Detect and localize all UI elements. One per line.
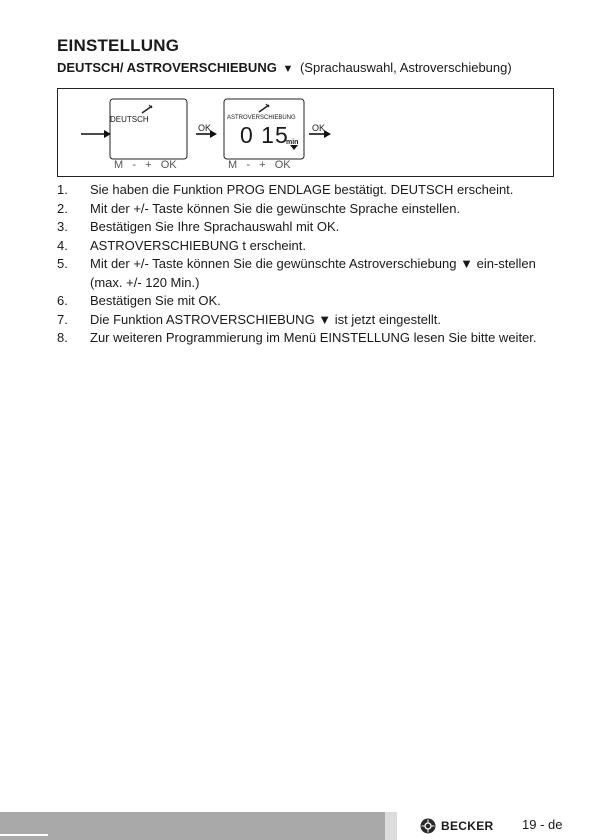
list-item (57, 181, 557, 200)
moon-icon (294, 101, 298, 109)
display-2-value: 0 15 (240, 122, 289, 148)
step-number: 3. (57, 219, 68, 234)
step-number: 7. (57, 311, 68, 327)
display-diagram (57, 88, 554, 177)
step-text: Mit der +/- Taste können Sie die gewünschte Sprache einstellen. (90, 200, 461, 216)
display-1-text: DEUTSCH (110, 115, 149, 124)
step-text: Zur weiteren Programmierung im Menü EINSTELLUNG lesen Sie bitte weiter. (90, 330, 537, 345)
step-number: 5. (57, 256, 68, 271)
ok-label-1: OK (198, 123, 212, 133)
triangle-down-icon: ▼ (282, 63, 294, 75)
list-item (57, 218, 557, 237)
section-subtitle (57, 60, 512, 75)
footer-bar (0, 812, 385, 840)
steps-list (57, 181, 557, 348)
step-number: 1. (57, 182, 68, 197)
step-text: ASTROVERSCHIEBUNG t erscheint. (90, 237, 306, 253)
footer-divider (0, 834, 48, 836)
footer-accent (385, 812, 397, 840)
page-number: 19 - de (522, 817, 563, 832)
arrow-right-icon (81, 130, 111, 138)
display-1-keys: M - + OK (114, 159, 177, 171)
ok-label-2: OK (312, 123, 326, 133)
list-item (57, 255, 557, 292)
brand-logo (420, 815, 493, 837)
display-2-text: ASTROVERSCHIEBUNG (227, 115, 296, 121)
sun-clock-icon (142, 105, 152, 113)
step-number: 6. (57, 293, 68, 308)
list-item (57, 200, 557, 219)
subtitle-rest: (Sprachauswahl, Astroverschiebung) (299, 60, 512, 75)
list-item (57, 292, 557, 311)
display-2-unit: min (286, 139, 299, 146)
step-number: 8. (57, 330, 68, 345)
page-title: EINSTELLUNG (57, 36, 180, 55)
list-item (57, 311, 557, 330)
step-number: 4. (57, 237, 68, 253)
sun-clock-icon-2 (259, 104, 269, 112)
step-text: Bestätigen Sie Ihre Sprachauswahl mit OK. (90, 219, 340, 234)
subtitle-bold: DEUTSCH/ ASTROVERSCHIEBUNG (57, 60, 277, 75)
brand-name: BECKER (441, 819, 494, 833)
step-text: Mit der +/- Taste können Sie die gewünschte Astroverschiebung ▼ ein-stellen (max. +/- 120 Min.) (90, 256, 536, 290)
display-2-keys: M - + OK (228, 159, 291, 171)
step-number: 2. (57, 200, 68, 216)
step-text: Bestätigen Sie mit OK. (90, 293, 221, 308)
list-item (57, 329, 557, 348)
becker-logo-icon (420, 818, 436, 834)
step-text: Sie haben die Funktion PROG ENDLAGE bestätigt. DEUTSCH erscheint. (90, 182, 514, 197)
list-item (57, 237, 557, 256)
step-text: Die Funktion ASTROVERSCHIEBUNG ▼ ist jetzt eingestellt. (90, 311, 441, 327)
